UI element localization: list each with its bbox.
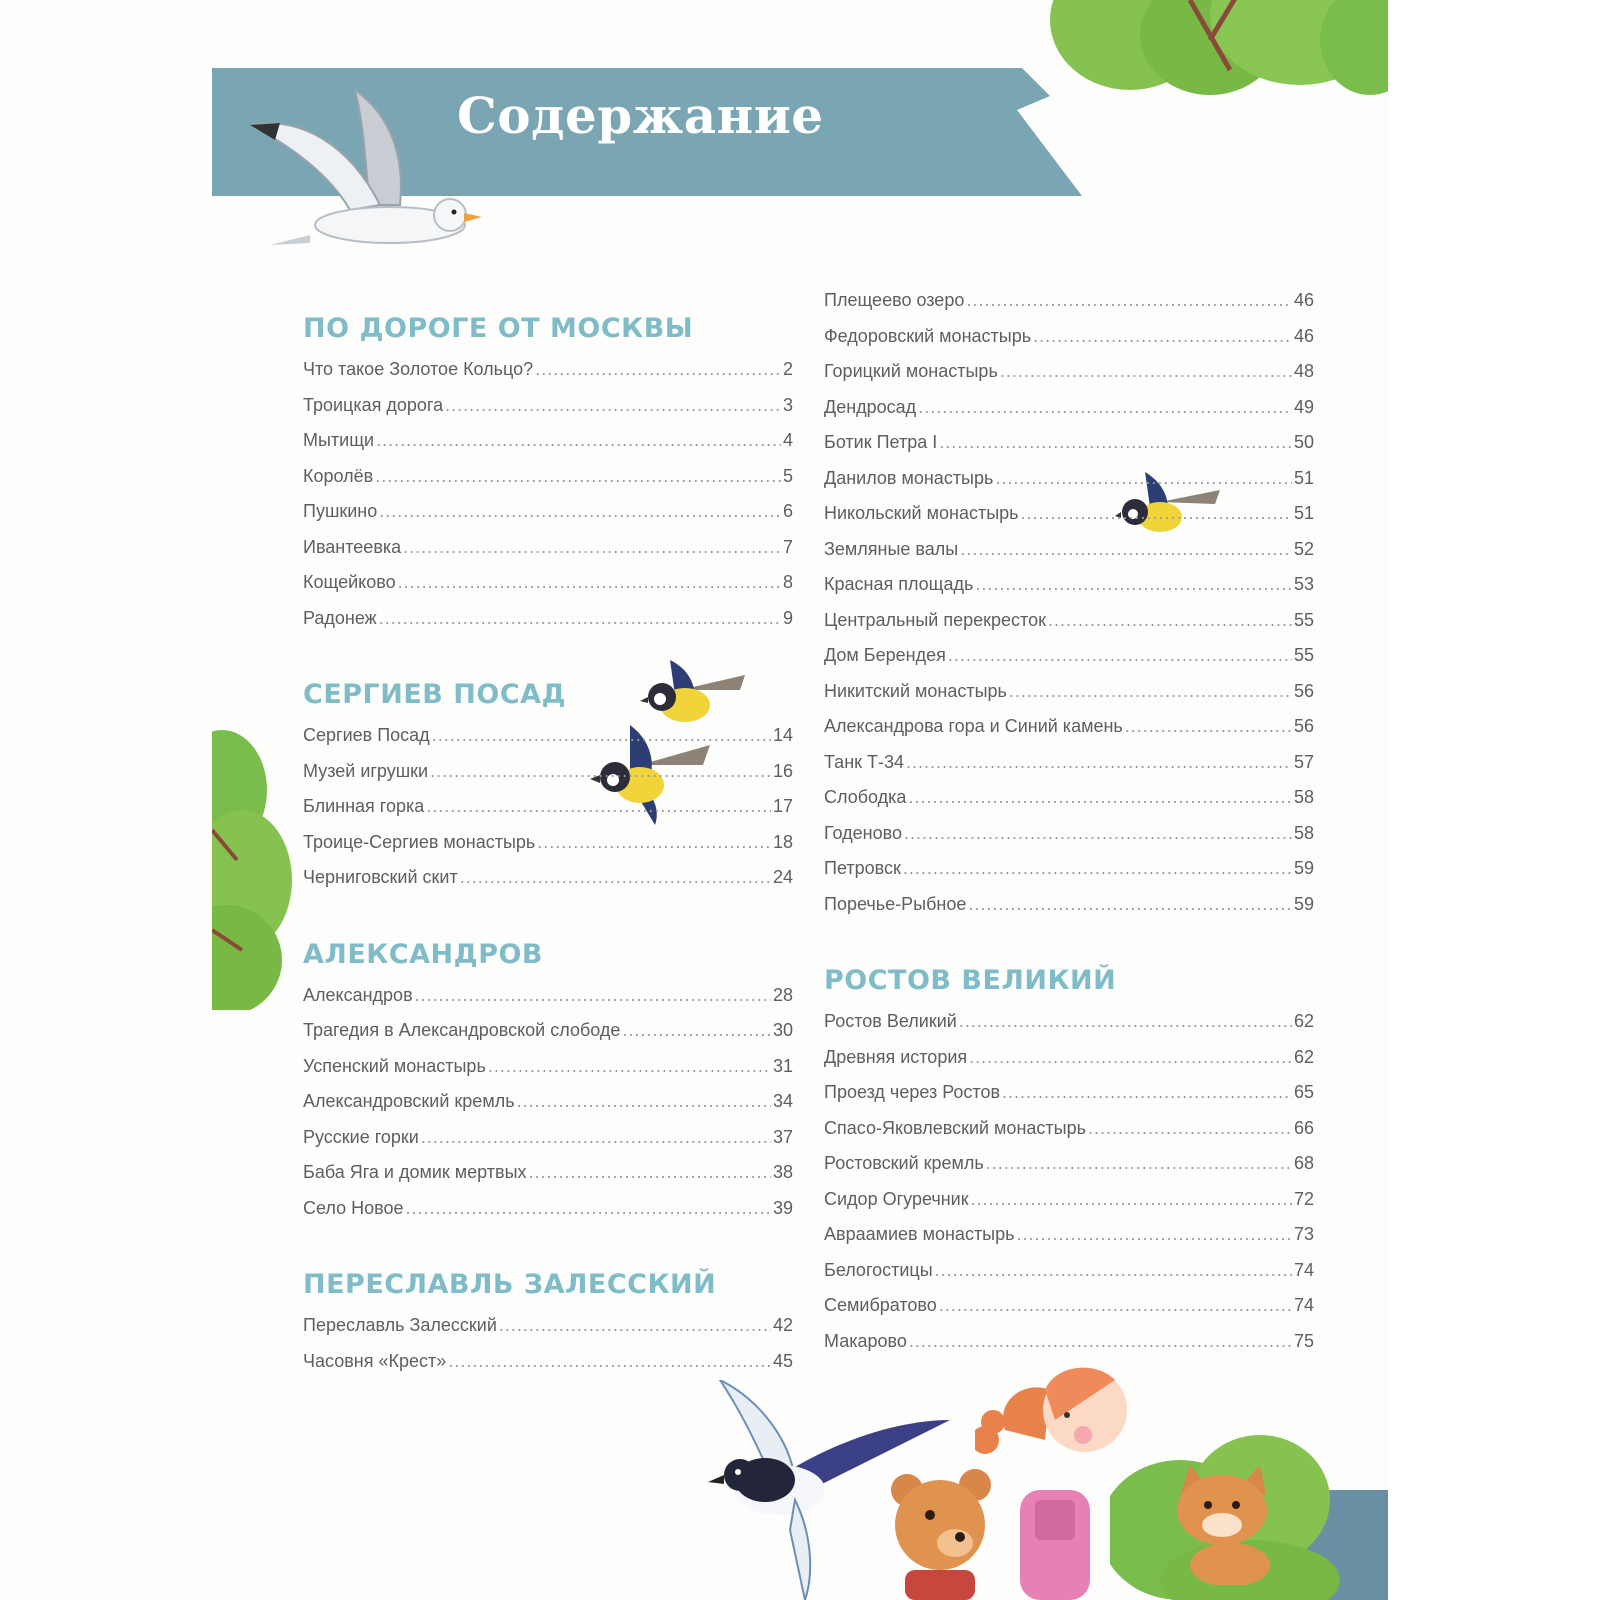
toc-entry-label: Ростовский кремль	[824, 1153, 984, 1173]
toc-entry[interactable]	[824, 603, 1314, 639]
toc-entry-label: Мытищи	[303, 430, 375, 450]
toc-entry[interactable]	[303, 530, 793, 566]
toc-entry-label: Годеново	[824, 822, 902, 843]
dot-leader	[398, 565, 781, 601]
toc-entry-page: 74	[1293, 1259, 1314, 1280]
toc-entry-label: Горицкий монастырь	[824, 361, 998, 381]
toc-entry-label: Пушкино	[303, 501, 378, 521]
toc-entry-page: 14	[772, 725, 793, 745]
toc-entry-page: 38	[772, 1162, 793, 1182]
toc-entry[interactable]	[303, 494, 793, 530]
dot-leader	[432, 718, 771, 754]
toc-entry[interactable]	[303, 1308, 793, 1344]
toc-entry[interactable]	[303, 388, 793, 424]
toc-entry[interactable]	[824, 1146, 1314, 1182]
section-title: РОСТОВ ВЕЛИКИЙ	[824, 965, 1117, 996]
toc-entry-label: Дом Берендея	[824, 645, 946, 665]
toc-entry-label: Часовня «Крест»	[303, 1350, 447, 1371]
dot-leader	[379, 601, 781, 637]
toc-entry-page: 18	[772, 831, 793, 852]
section-title: ПЕРЕСЛАВЛЬ ЗАЛЕССКИЙ	[303, 1269, 717, 1300]
dot-leader	[622, 1013, 771, 1049]
toc-entry[interactable]	[303, 1120, 793, 1156]
toc-entry[interactable]	[824, 1253, 1314, 1289]
toc-entry-page: 37	[772, 1126, 793, 1147]
dot-leader	[1125, 709, 1292, 745]
toc-entry-label: Танк Т-34	[824, 751, 905, 772]
tree-icon	[212, 730, 292, 1010]
toc-entry-label: Никольский монастырь	[824, 503, 1019, 523]
toc-entry-page: 45	[772, 1350, 793, 1371]
toc-entry[interactable]	[303, 352, 793, 388]
toc-section	[303, 676, 793, 896]
toc-entry[interactable]	[303, 789, 793, 825]
toc-entry-label: Дендросад	[824, 396, 917, 417]
toc-entry[interactable]	[303, 825, 793, 861]
section-title: ПО ДОРОГЕ ОТ МОСКВЫ	[303, 313, 694, 344]
toc-entry-page: 24	[772, 867, 793, 887]
dot-leader	[1033, 319, 1292, 355]
toc-entry-label: Черниговский скит	[303, 867, 458, 887]
toc-entry[interactable]	[824, 780, 1314, 816]
toc-entry-label: Белогостицы	[824, 1259, 933, 1280]
toc-entry-label: Переславль Залесский	[303, 1315, 497, 1335]
toc-left-column	[303, 310, 793, 1419]
toc-entry[interactable]	[824, 709, 1314, 745]
toc-entry[interactable]	[824, 745, 1314, 781]
toc-entry-label: Александрова гора и Синий камень	[824, 716, 1123, 736]
toc-entry[interactable]	[824, 283, 1314, 319]
toc-entry-page: 59	[1293, 893, 1314, 914]
toc-section	[824, 283, 1314, 922]
toc-entry-page: 68	[1293, 1153, 1314, 1173]
toc-entry-page: 39	[772, 1197, 793, 1218]
toc-entry-page: 2	[782, 359, 793, 379]
toc-entry[interactable]	[824, 816, 1314, 852]
toc-entry[interactable]	[303, 718, 793, 754]
dot-leader	[529, 1155, 771, 1191]
toc-entry-page: 51	[1293, 503, 1314, 523]
toc-entry[interactable]	[824, 532, 1314, 568]
toc-entry-label: Кощейково	[303, 572, 396, 592]
toc-entry-label: Троицкая дорога	[303, 394, 444, 415]
toc-right-column	[824, 283, 1314, 1399]
dot-leader	[426, 789, 771, 825]
toc-entry-page: 8	[782, 572, 793, 592]
toc-entry-page: 56	[1293, 716, 1314, 736]
toc-entry-label: Проезд через Ростов	[824, 1082, 1001, 1102]
dot-leader	[968, 887, 1292, 923]
dot-leader	[376, 423, 781, 459]
toc-entry-page: 49	[1293, 396, 1314, 417]
dot-leader	[1000, 354, 1292, 390]
toc-entry-label: Александровский кремль	[303, 1091, 515, 1111]
dot-leader	[517, 1084, 771, 1120]
toc-entry[interactable]	[303, 1084, 793, 1120]
toc-entry[interactable]	[303, 1344, 793, 1380]
toc-entry-label: Земляные валы	[824, 538, 959, 559]
toc-entry-label: Ростов Великий	[824, 1011, 957, 1031]
toc-entry-page: 28	[772, 984, 793, 1005]
toc-entry-label: Сергиев Посад	[303, 725, 430, 745]
toc-entry-label: Село Новое	[303, 1197, 404, 1218]
dot-leader	[403, 530, 781, 566]
toc-entry-page: 46	[1293, 325, 1314, 346]
section-title: АЛЕКСАНДРОВ	[303, 938, 544, 970]
dot-leader	[535, 352, 781, 388]
toc-entry-label: Ботик Петра I	[824, 432, 938, 452]
toc-entry-page: 48	[1293, 361, 1314, 381]
dot-leader	[445, 388, 781, 424]
toc-entry-page: 55	[1293, 645, 1314, 665]
toc-entry-label: Что такое Золотое Кольцо?	[303, 359, 534, 379]
dot-leader	[918, 390, 1292, 426]
toc-entry[interactable]	[824, 390, 1314, 426]
toc-entry-label: Трагедия в Александровской слободе	[303, 1020, 621, 1040]
toc-entry[interactable]	[303, 1013, 793, 1049]
toc-entry-label: Успенский монастырь	[303, 1055, 486, 1076]
toc-entry[interactable]	[824, 354, 1314, 390]
toc-entry-page: 34	[772, 1091, 793, 1111]
toc-entry-page: 6	[782, 501, 793, 521]
toc-entry[interactable]	[824, 567, 1314, 603]
dot-leader	[406, 1191, 771, 1227]
toc-entry-label: Ивантеевка	[303, 536, 402, 557]
dot-leader	[421, 1120, 771, 1156]
toc-entry[interactable]	[824, 1111, 1314, 1147]
toc-entry-page: 42	[772, 1315, 793, 1335]
toc-entry-label: Баба Яга и домик мертвых	[303, 1162, 527, 1182]
toc-entry-page: 58	[1293, 787, 1314, 807]
toc-section	[303, 310, 793, 636]
toc-entry[interactable]	[824, 1075, 1314, 1111]
toc-entry[interactable]	[303, 1049, 793, 1085]
dot-leader	[499, 1308, 771, 1344]
toc-entry-page: 75	[1293, 1330, 1314, 1351]
dot-leader	[903, 851, 1292, 887]
toc-entry-label: Сидор Огуречник	[824, 1188, 969, 1209]
toc-entry-page: 5	[782, 465, 793, 486]
toc-entry-label: Русские горки	[303, 1126, 419, 1147]
dot-leader	[986, 1146, 1292, 1182]
toc-entry-label: Никитский монастырь	[824, 680, 1007, 701]
toc-entry-page: 46	[1293, 290, 1314, 310]
toc-entry-label: Макарово	[824, 1330, 907, 1351]
toc-entry-page: 73	[1293, 1224, 1314, 1244]
toc-entry-page: 62	[1293, 1011, 1314, 1031]
toc-entry[interactable]	[303, 565, 793, 601]
toc-entry[interactable]	[824, 496, 1314, 532]
toc-entry-label: Петровск	[824, 858, 901, 878]
toc-entry-page: 31	[772, 1055, 793, 1076]
dot-leader	[908, 780, 1292, 816]
dot-leader	[1021, 496, 1292, 532]
toc-entry-label: Троице-Сергиев монастырь	[303, 831, 536, 852]
dot-leader	[1002, 1075, 1292, 1111]
toc-entry[interactable]	[824, 1182, 1314, 1218]
toc-entry-page: 17	[772, 796, 793, 816]
toc-entry[interactable]	[824, 638, 1314, 674]
dot-leader	[904, 816, 1292, 852]
toc-entry[interactable]	[303, 860, 793, 896]
dot-leader	[995, 461, 1292, 497]
dot-leader	[966, 283, 1292, 319]
toc-entry-label: Александров	[303, 984, 413, 1005]
toc-entry[interactable]	[824, 1004, 1314, 1040]
toc-entry-label: Семибратово	[824, 1295, 937, 1315]
toc-entry[interactable]	[303, 459, 793, 495]
toc-entry-page: 53	[1293, 574, 1314, 594]
toc-entry-page: 30	[772, 1020, 793, 1040]
toc-entry-label: Королёв	[303, 465, 374, 486]
toc-entry-label: Слободка	[824, 787, 907, 807]
tree-icon	[1040, 0, 1388, 120]
toc-entry[interactable]	[824, 1324, 1314, 1360]
toc-entry-page: 3	[782, 394, 793, 415]
toc-entry-page: 9	[782, 607, 793, 628]
toc-entry[interactable]	[824, 887, 1314, 923]
toc-entry-page: 7	[782, 536, 793, 557]
toc-entry-label: Музей игрушки	[303, 760, 429, 781]
toc-entry-page: 51	[1293, 467, 1314, 488]
dot-leader	[971, 1182, 1292, 1218]
toc-entry-page: 16	[772, 760, 793, 781]
toc-section	[824, 962, 1314, 1359]
toc-entry-label: Спасо-Яковлевский монастырь	[824, 1117, 1086, 1138]
dot-leader	[430, 754, 771, 790]
dot-leader	[1017, 1217, 1292, 1253]
dot-leader	[379, 494, 781, 530]
toc-entry-label: Авраамиев монастырь	[824, 1224, 1015, 1244]
toc-entry-label: Плещеево озеро	[824, 290, 965, 310]
dot-leader	[959, 1004, 1292, 1040]
toc-entry-label: Федоровский монастырь	[824, 325, 1032, 346]
dot-leader	[1088, 1111, 1292, 1147]
toc-entry-label: Поречье-Рыбное	[824, 893, 967, 914]
toc-entry[interactable]	[824, 319, 1314, 355]
dot-leader	[935, 1253, 1292, 1289]
toc-entry[interactable]	[303, 1191, 793, 1227]
dot-leader	[939, 1288, 1292, 1324]
toc-entry[interactable]	[824, 1217, 1314, 1253]
cat-icon	[1170, 1465, 1280, 1585]
toc-entry-page: 4	[782, 430, 793, 450]
toc-entry-label: Красная площадь	[824, 574, 974, 594]
toc-section	[303, 1266, 793, 1379]
dot-leader	[460, 860, 771, 896]
dot-leader	[969, 1040, 1292, 1076]
section-title: СЕРГИЕВ ПОСАД	[303, 679, 567, 710]
dot-leader	[448, 1344, 771, 1380]
toc-entry-page: 50	[1293, 432, 1314, 452]
dot-leader	[960, 532, 1292, 568]
dot-leader	[1048, 603, 1292, 639]
dot-leader	[488, 1049, 771, 1085]
toc-entry-label: Центральный перекресток	[824, 609, 1046, 630]
toc-entry[interactable]	[303, 1155, 793, 1191]
toc-entry-page: 62	[1293, 1046, 1314, 1067]
seagull-icon	[250, 85, 490, 255]
toc-entry-page: 59	[1293, 858, 1314, 878]
toc-entry[interactable]	[824, 1040, 1314, 1076]
dot-leader	[975, 567, 1292, 603]
toc-entry-label: Блинная горка	[303, 796, 425, 816]
dot-leader	[537, 825, 771, 861]
outer-background	[1388, 0, 1600, 1600]
toc-entry-page: 56	[1293, 680, 1314, 701]
toc-entry-page: 58	[1293, 822, 1314, 843]
toc-section	[303, 936, 793, 1227]
toc-entry[interactable]	[824, 425, 1314, 461]
toc-entry[interactable]	[824, 674, 1314, 710]
dot-leader	[909, 1324, 1292, 1360]
toc-entry-label: Древняя история	[824, 1046, 968, 1067]
dot-leader	[906, 745, 1292, 781]
dot-leader	[375, 459, 781, 495]
toc-entry-page: 57	[1293, 751, 1314, 772]
bear-icon	[885, 1465, 1005, 1600]
toc-entry[interactable]	[824, 461, 1314, 497]
dot-leader	[948, 638, 1292, 674]
toc-entry-page: 55	[1293, 609, 1314, 630]
toc-entry-page: 52	[1293, 538, 1314, 559]
dot-leader	[1009, 674, 1292, 710]
toc-entry-page: 66	[1293, 1117, 1314, 1138]
dot-leader	[415, 978, 771, 1014]
dot-leader	[939, 425, 1292, 461]
toc-entry[interactable]	[303, 601, 793, 637]
toc-entry-label: Радонеж	[303, 607, 377, 628]
toc-entry-page: 65	[1293, 1082, 1314, 1102]
toc-entry[interactable]	[303, 754, 793, 790]
toc-entry[interactable]	[303, 423, 793, 459]
toc-entry[interactable]	[824, 851, 1314, 887]
toc-entry[interactable]	[303, 978, 793, 1014]
page-title: Содержание	[457, 86, 824, 145]
toc-entry-page: 72	[1293, 1188, 1314, 1209]
toc-entry[interactable]	[824, 1288, 1314, 1324]
toc-entry-label: Данилов монастырь	[824, 467, 994, 488]
toc-entry-page: 74	[1293, 1295, 1314, 1315]
